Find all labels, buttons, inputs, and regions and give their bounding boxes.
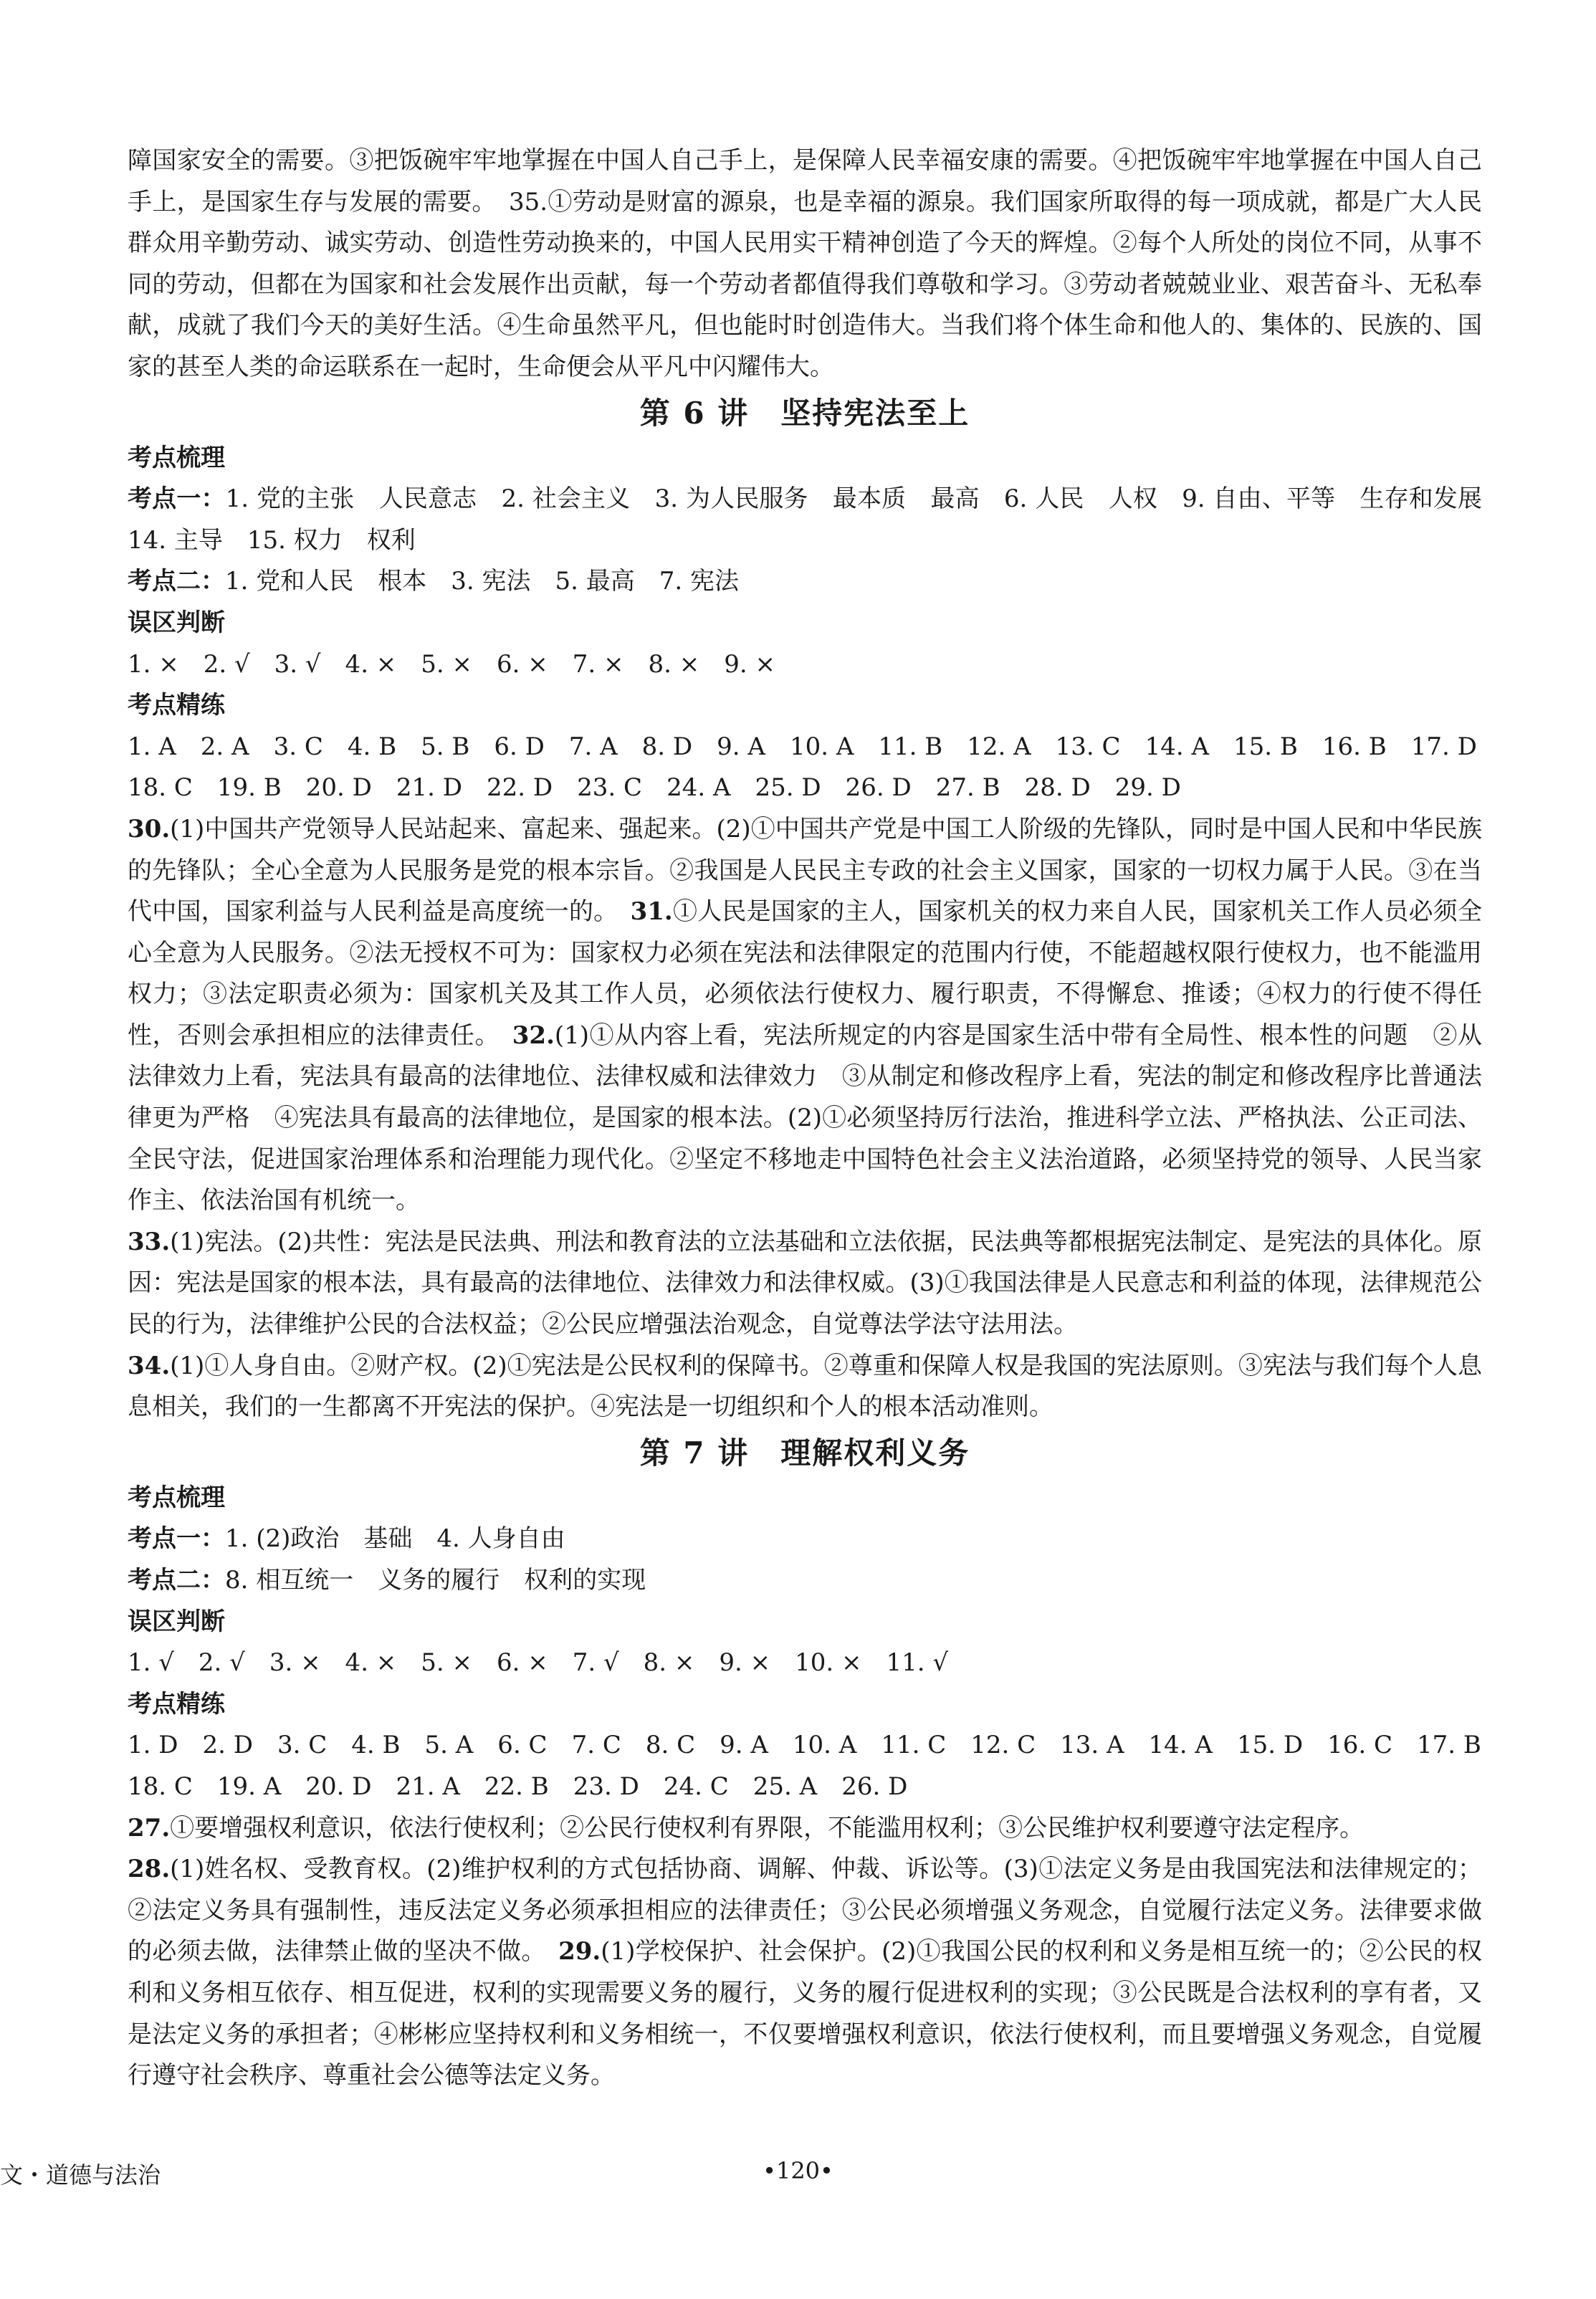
page-number: •120• bbox=[763, 2157, 833, 2184]
lecture6-kaodian-heading: 考点梳理 bbox=[128, 443, 225, 472]
lecture6-kd1 bbox=[128, 479, 1507, 561]
lecture7-jinglian-heading: 考点精练 bbox=[128, 1689, 225, 1719]
lecture7-mc-line2: 18. C 19. A 20. D 21. A 22. B 23. D 24. C 25. A 26. D bbox=[128, 1772, 908, 1801]
lecture7-mc-line1: 1. D 2. D 3. C 4. B 5. A 6. C 7. C 8. C 9. A 10. A 11. C 12. C 13. A 14. A 15. D 16. C 17. B bbox=[128, 1731, 1481, 1760]
q31-number: 31. bbox=[630, 897, 673, 927]
kd1-label: 考点一： bbox=[128, 484, 226, 514]
kd2-text: 1. 党和人民 根本 3. 宪法 5. 最高 7. 宪法 bbox=[225, 567, 739, 596]
page-content bbox=[128, 140, 1507, 2097]
lecture7-q28-29 bbox=[128, 1849, 1482, 2097]
lecture6-q33 bbox=[128, 1222, 1482, 1346]
kd1-text: 1. 党的主张 人民意志 2. 社会主义 3. 为人民服务 最本质 最高 6. 人民 人权 9. 自由、平等 生存和发展 14. 主导 15. 权力 权利 bbox=[128, 484, 1507, 555]
q30-number: 30. bbox=[128, 814, 171, 843]
q32-text: (1)①从内容上看，宪法所规定的内容是国家生活中带有全局性、根本性的问题 ②从法律效力上看，宪法具有最高的法律地位、法律权威和法律效力 ③从制定和修改程序上看，宪法的制定和修改程序比普通法律更为严格 ④宪法具有最高的法律地位，是国家的根本法。(2)①必须坚持厉行法治，推进科学立法、严格执法、公正司法、全民守法，促进国家治理体系和治理能力现代化。②坚定不移地走中国特色社会主义法治道路，必须坚持党的领导、人民当家作主、依法治国有机统一。 bbox=[128, 1021, 1482, 1215]
lecture7-kaodian-heading: 考点梳理 bbox=[128, 1483, 225, 1512]
lecture6-q30-31-32 bbox=[128, 809, 1482, 1222]
lecture6-jinglian-heading: 考点精练 bbox=[128, 691, 225, 720]
q29-text: (1)学校保护、社会保护。(2)①我国公民的权利和义务是相互统一的；②公民的权利和义务相互依存、相互促进，权利的实现需要义务的履行，义务的履行促进权利的实现；③公民既是合法权利的享有者，又是法定义务的承担者；④彬彬应坚持权利和义务相统一，不仅要增强权利意识，依法行使权利，而且要增强义务观念，自觉履行遵守社会秩序、尊重社会公德等法定义务。 bbox=[128, 1937, 1482, 2090]
lecture6-title: 第 6 讲 坚持宪法至上 bbox=[639, 395, 970, 431]
q28-number: 28. bbox=[128, 1855, 171, 1884]
q28-text: (1)姓名权、受教育权。(2)维护权利的方式包括协商、调解、仲裁、诉讼等。(3)①法定义务是由我国宪法和法律规定的；②法定义务具有强制性，违反法定义务必须承担相应的法律责任；③公民必须增强义务观念，自觉履行法定义务。法律要求做的必须去做，法律禁止做的坚决不做。 bbox=[128, 1855, 1482, 1966]
kd2-label: 考点二： bbox=[128, 567, 225, 596]
lecture7-kd2 bbox=[128, 1560, 1482, 1602]
kd2-text: 8. 相互统一 义务的履行 权利的实现 bbox=[225, 1566, 646, 1595]
q31-text: ①人民是国家的主人，国家机关的权力来自人民，国家机关工作人员必须全心全意为人民服务。②法无授权不可为：国家权力必须在宪法和法律限定的范围内行使，不能超越权限行使权力，也不能滥用权力；③法定职责必须为：国家机关及其工作人员，必须依法行使权力、履行职责，不得懈怠、推诿；④权力的行使不得任性，否则会承担相应的法律责任。 bbox=[128, 897, 1483, 1050]
q30-text: (1)中国共产党领导人民站起来、富起来、强起来。(2)①中国共产党是中国工人阶级的先锋队，同时是中国人民和中华民族的先锋队；全心全意为人民服务是党的根本宗旨。②我国是人民民主专政的社会主义国家，国家的一切权力属于人民。③在当代中国，国家利益与人民利益是高度统一的。 bbox=[128, 814, 1482, 927]
intro-paragraph: 障国家安全的需要。③把饭碗牢牢地掌握在中国人自己手上，是保障人民幸福安康的需要。④把饭碗牢牢地掌握在中国人自己手上，是国家生存与发展的需要。 35.①劳动是财富的源泉，也是幸福的源泉。我们国家所取得的每一项成就，都是广大人民群众用辛勤劳动、诚实劳动、创造性劳动换来的，中国人民用实干精神创造了今天的辉煌。②每个人所处的岗位不同，从事不同的劳动，但都在为国家和社会发展作出贡献，每一个劳动者都值得我们尊敬和学习。③劳动者兢兢业业、艰苦奋斗、无私奉献，成就了我们今天的美好生活。④生命虽然平凡，但也能时时创造伟大。当我们将个体生命和他人的、集体的、民族的、国家的甚至人类的命运联系在一起时，生命便会从平凡中闪耀伟大。 bbox=[128, 146, 1482, 381]
q32-number: 32. bbox=[512, 1021, 555, 1050]
lecture7-wuqu-answers: 1. √ 2. √ 3. × 4. × 5. × 6. × 7. √ 8. × 9. × 10. × 11. √ bbox=[128, 1648, 949, 1678]
q34-text: (1)①人身自由。②财产权。(2)①宪法是公民权利的保障书。②尊重和保障人权是我国的宪法原则。③宪法与我们每个人息息相关，我们的一生都离不开宪法的保护。④宪法是一切组织和个人的根本活动准则。 bbox=[128, 1351, 1482, 1422]
lecture6-q34 bbox=[128, 1346, 1482, 1428]
footer-subject: 文・道德与法治 bbox=[0, 2161, 161, 2189]
lecture6-mc-line1: 1. A 2. A 3. C 4. B 5. B 6. D 7. A 8. D 9. A 10. A 11. B 12. A 13. C 14. A 15. B 16. B 17. D bbox=[128, 732, 1477, 761]
kd1-label: 考点一： bbox=[128, 1524, 225, 1554]
lecture7-q27 bbox=[128, 1808, 1482, 1850]
q29-number: 29. bbox=[558, 1937, 601, 1966]
kd2-label: 考点二： bbox=[128, 1566, 225, 1595]
lecture6-wuqu-heading: 误区判断 bbox=[128, 608, 225, 637]
lecture6-mc-line2: 18. C 19. B 20. D 21. D 22. D 23. C 24. A 25. D 26. D 27. B 28. D 29. D bbox=[128, 773, 1181, 803]
page-footer bbox=[0, 2157, 1596, 2193]
q33-number: 33. bbox=[128, 1227, 171, 1256]
lecture7-wuqu-heading: 误区判断 bbox=[128, 1607, 225, 1636]
q33-text: (1)宪法。(2)共性：宪法是民法典、刑法和教育法的立法基础和立法依据，民法典等都根据宪法制定、是宪法的具体化。原因：宪法是国家的根本法，具有最高的法律地位、法律效力和法律权威。(3)①我国法律是人民意志和利益的体现，法律规范公民的行为，法律维护公民的合法权益；②公民应增强法治观念，自觉尊法学法守法用法。 bbox=[128, 1227, 1482, 1339]
q27-number: 27. bbox=[128, 1813, 171, 1842]
q34-number: 34. bbox=[128, 1351, 171, 1380]
lecture7-title: 第 7 讲 理解权利义务 bbox=[639, 1435, 970, 1471]
lecture7-kd1 bbox=[128, 1519, 1482, 1560]
q27-text: ①要增强权利意识，依法行使权利；②公民行使权利有界限，不能滥用权利；③公民维护权利要遵守法定程序。 bbox=[170, 1813, 1365, 1842]
lecture6-kd2 bbox=[128, 561, 1482, 603]
kd1-text: 1. (2)政治 基础 4. 人身自由 bbox=[225, 1524, 565, 1554]
lecture6-wuqu-answers: 1. × 2. √ 3. √ 4. × 5. × 6. × 7. × 8. × 9. × bbox=[128, 649, 775, 679]
